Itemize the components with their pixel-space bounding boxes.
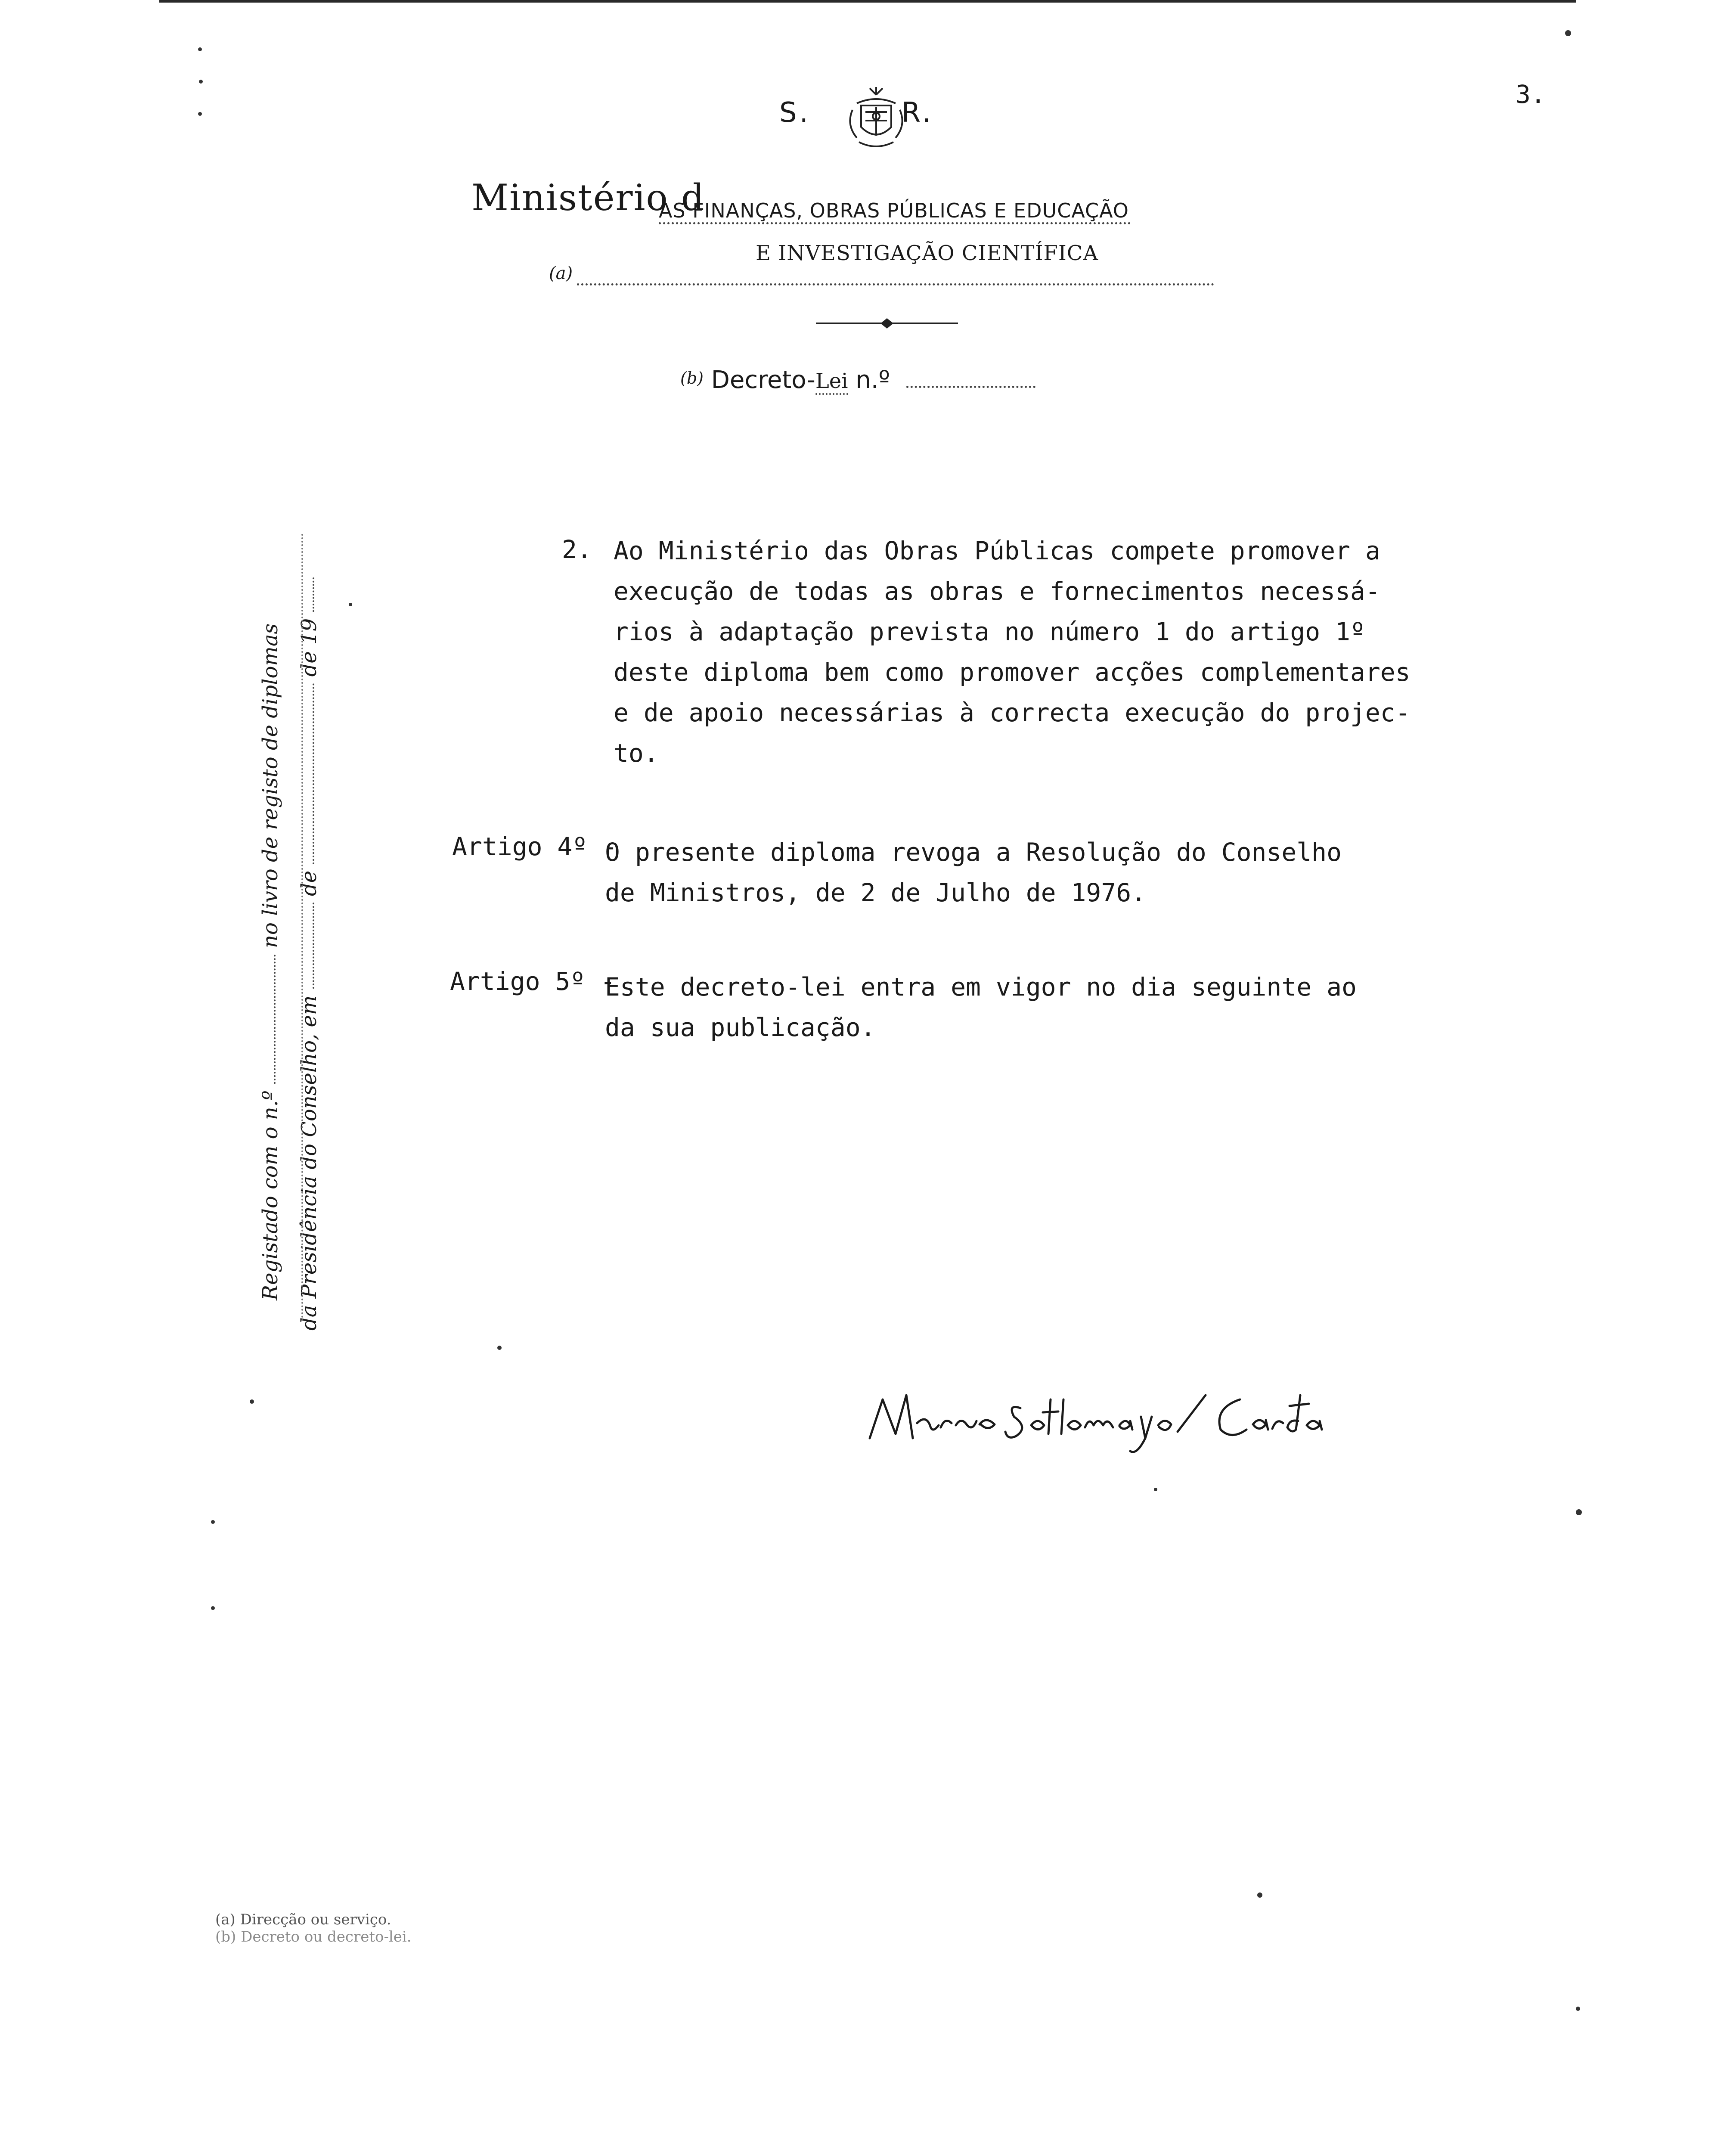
decreto-word: Decreto- bbox=[711, 366, 815, 394]
article-4-text bbox=[605, 832, 1342, 913]
scan-speck bbox=[199, 80, 203, 84]
paragraph-line: to. bbox=[614, 738, 659, 768]
lei-word: Lei bbox=[815, 369, 848, 395]
margin-dotted-field bbox=[313, 683, 314, 864]
scan-speck bbox=[211, 1520, 215, 1524]
scan-speck bbox=[1154, 1488, 1157, 1491]
margin-registered-label: Registado com o n.º bbox=[258, 1090, 282, 1300]
article-4-label: Artigo 4º - bbox=[452, 832, 618, 861]
margin-dotted-field bbox=[313, 577, 314, 612]
paragraph-2 bbox=[614, 530, 1410, 773]
scan-speck bbox=[198, 112, 202, 116]
label-b: (b) bbox=[680, 369, 704, 388]
top-edge-rule bbox=[159, 0, 1576, 3]
footnote-a: (a) Direcção ou serviço. bbox=[215, 1911, 391, 1928]
margin-of-label: de bbox=[297, 870, 321, 897]
margin-dotted-field bbox=[274, 955, 276, 1084]
margin-book-label: no livro de registo de diplomas bbox=[258, 623, 282, 948]
paragraph-line: Este decreto-lei entra em vigor no dia seguinte ao bbox=[605, 972, 1357, 1002]
paragraph-number: 2. bbox=[562, 535, 592, 564]
paragraph-line: rios à adaptação prevista no número 1 do artigo 1º bbox=[614, 617, 1365, 646]
paragraph-line: deste diploma bem como promover acções complementares bbox=[614, 658, 1410, 687]
label-a: (a) bbox=[549, 264, 573, 283]
signature-image bbox=[865, 1374, 1356, 1460]
scan-speck bbox=[1257, 1892, 1262, 1898]
ministry-name-continuation: AS FINANÇAS, OBRAS PÚBLICAS E EDUCAÇÃO bbox=[659, 199, 1131, 224]
scan-speck bbox=[250, 1399, 254, 1404]
page-number: 3. bbox=[1516, 80, 1546, 109]
paragraph-line: de Ministros, de 2 de Julho de 1976. bbox=[605, 878, 1147, 907]
margin-registration-line-1 bbox=[258, 624, 282, 1300]
numero-label: n.º bbox=[848, 366, 890, 394]
paragraph-line: e de apoio necessárias à correcta execução do projec- bbox=[614, 698, 1410, 727]
scan-speck bbox=[1565, 30, 1571, 36]
scan-speck bbox=[1576, 2007, 1580, 2011]
margin-dotted-field bbox=[313, 903, 314, 989]
paragraph-line: O presente diploma revoga a Resolução do Conselho bbox=[605, 838, 1342, 867]
scan-speck bbox=[1576, 1509, 1582, 1515]
scan-speck bbox=[349, 603, 352, 606]
ministry-prefix: Ministério d bbox=[471, 177, 705, 219]
article-5-text bbox=[605, 967, 1357, 1048]
ministry-name-line2: E INVESTIGAÇÃO CIENTÍFICA bbox=[756, 241, 1099, 265]
margin-presidency-label: da Presidência do Conselho, em bbox=[297, 995, 321, 1331]
paragraph-line: da sua publicação. bbox=[605, 1013, 876, 1042]
decreto-lei-line bbox=[680, 366, 1035, 394]
decree-number-dotted-line bbox=[906, 386, 1035, 388]
footnote-b: (b) Decreto ou decreto-lei. bbox=[215, 1928, 412, 1945]
scan-speck bbox=[198, 47, 202, 51]
scan-speck bbox=[211, 1606, 215, 1610]
coat-of-arms-icon bbox=[840, 86, 913, 151]
header-sr-mark: S. R. bbox=[779, 97, 934, 129]
margin-registration-line-2 bbox=[297, 577, 321, 1331]
scan-speck bbox=[497, 1346, 502, 1350]
paragraph-line: Ao Ministério das Obras Públicas compete promover a bbox=[614, 536, 1380, 565]
margin-year-label: de 19 bbox=[297, 618, 321, 677]
article-5-label: Artigo 5º - bbox=[450, 967, 616, 996]
paragraph-line: execução de todas as obras e fornecimentos necessá- bbox=[614, 577, 1380, 606]
ornamental-divider bbox=[816, 317, 958, 330]
margin-dotted-rule bbox=[301, 534, 303, 1322]
direction-dotted-line bbox=[577, 283, 1214, 285]
